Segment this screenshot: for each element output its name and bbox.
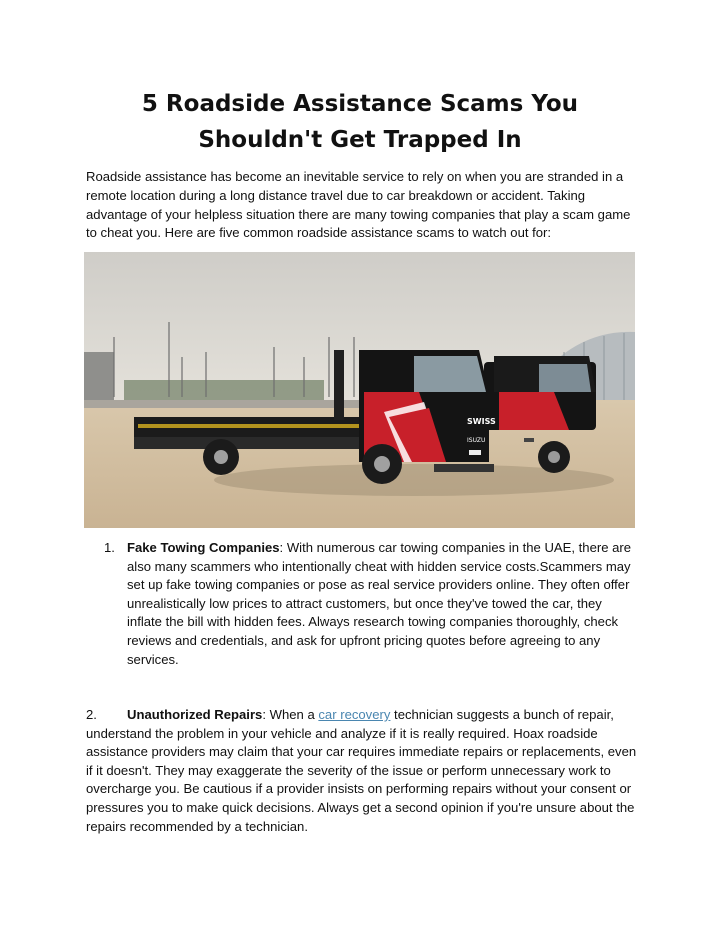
- intro-paragraph: Roadside assistance has become an inevitable service to rely on when you are stranded in a remote location during a long distance travel due to car breakdown or accident. Taking advantage of your helpless situation there are many towing companies that play a scam game to cheat you. Here are five common roadside assistance scams to watch out for:: [86, 169, 631, 241]
- list-heading-2: Unauthorized Repairs: [127, 707, 263, 722]
- truck-model-text: ISUZU: [467, 437, 486, 444]
- list-body-2-before: : When a: [262, 707, 319, 722]
- list-text-1: [127, 539, 637, 669]
- list-body-1: : With numerous car towing companies in the UAE, there are also many scammers who intentionally cheat with hidden service costs.Scammers may set up fake towing companies or pose as real service providers online. They often offer unrealistically low prices to attract customers, but once they've towed the car, they inflate the bill with hidden fees. Always research towing companies thoroughly, check reviews and credentials, and ask for upfront pricing quotes before agreeing to any services.: [127, 540, 632, 667]
- list-item-2: [86, 706, 638, 836]
- list-number-2: 2.: [86, 707, 97, 722]
- list-heading-1: Fake Towing Companies: [127, 540, 280, 555]
- tow-trucks-photo: [84, 252, 635, 528]
- car-recovery-link[interactable]: car recovery: [318, 707, 391, 722]
- title-line-2: Shouldn't Get Trapped In: [198, 127, 522, 153]
- list-body-2-after: technician suggests a bunch of repair, understand the problem in your vehicle and analyze if it is really required. Hoax roadside assistance providers may claim that your car requires immediate repairs or replacements, even if it doesn't. They may exaggerate the severity of the issue or perform unnecessary work to overcharge you. Be cautious if a provider insists on performing repairs without your consent or pressures you to make quick decisions. Always get a second opinion if you're unsure about the repairs recommended by a technician.: [86, 707, 637, 834]
- truck-brand-text: SWISS: [467, 417, 496, 426]
- list-number-1: 1.: [104, 540, 115, 555]
- article-title: [90, 86, 630, 158]
- title-line-1: 5 Roadside Assistance Scams You: [141, 91, 579, 117]
